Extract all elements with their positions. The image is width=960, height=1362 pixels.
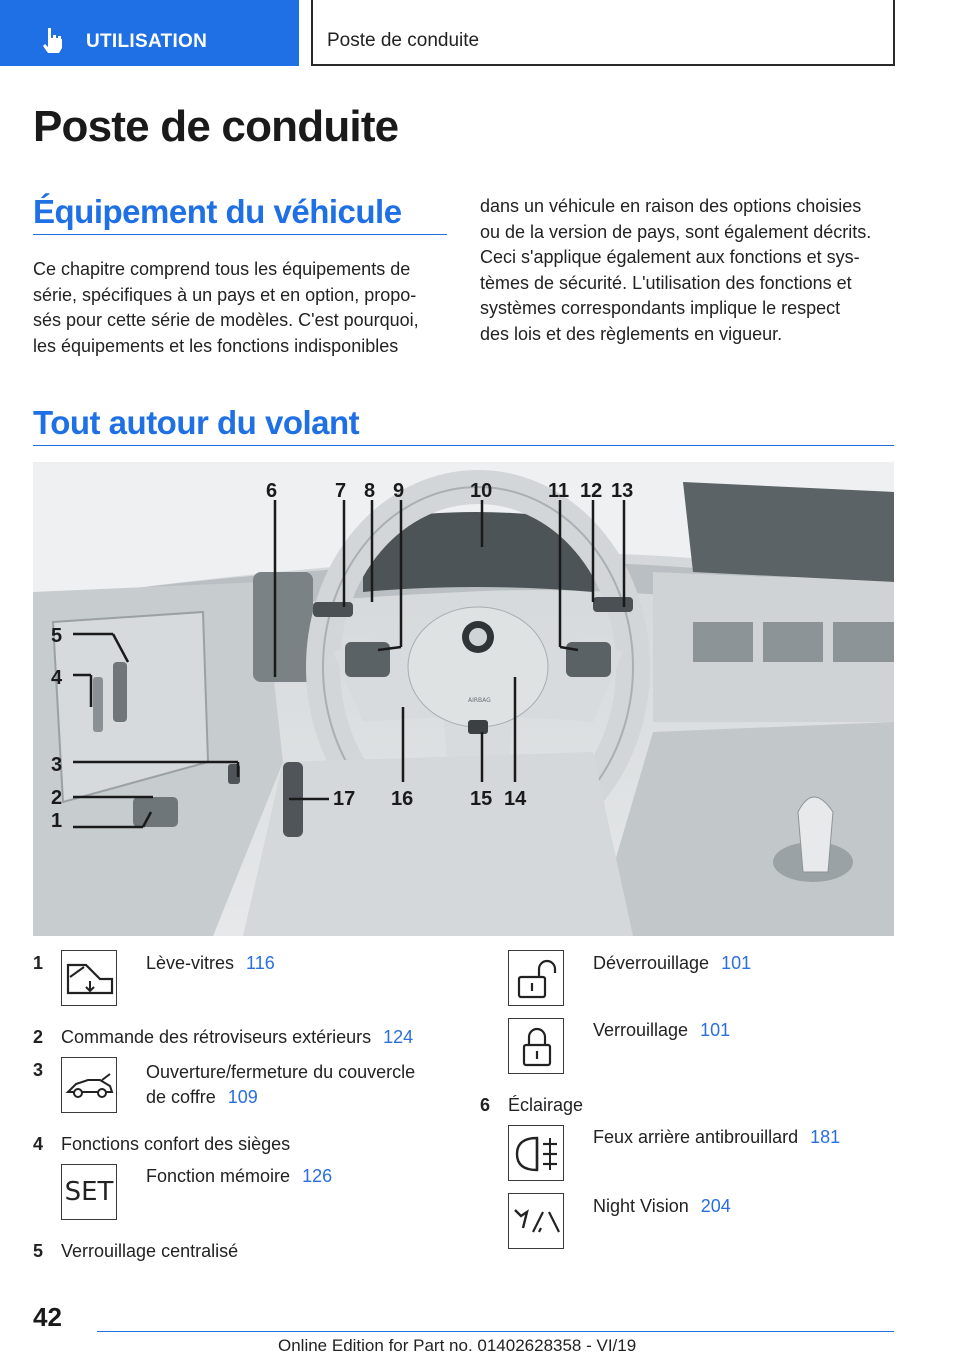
- hand-pointer-icon: [40, 27, 66, 53]
- legend-label-night-vision: [593, 1196, 731, 1217]
- legend-label-unlock: [593, 953, 751, 974]
- legend-item-3: [33, 1060, 43, 1081]
- page-link[interactable]: 101: [721, 953, 752, 973]
- text-line: les équipements et les fonctions indisponibles: [33, 335, 399, 356]
- breadcrumb-label: Poste de conduite: [327, 30, 480, 51]
- legend-number: 5: [33, 1241, 44, 1261]
- legend-label-memory: [146, 1166, 332, 1187]
- text-line: ou de la version de pays, sont également décrits.: [480, 221, 872, 242]
- legend-label-mirrors: [61, 1027, 413, 1048]
- legend-item-2: [33, 1027, 43, 1048]
- legend-text: Lève-vitres: [146, 953, 235, 973]
- page-link[interactable]: 101: [700, 1020, 731, 1040]
- legend-item-5: [33, 1241, 43, 1262]
- legend-label-lock: [593, 1020, 730, 1041]
- legend-number: 1: [33, 953, 44, 973]
- callout-5: 5: [51, 625, 63, 647]
- callout-8: 8: [364, 480, 376, 502]
- legend-item-6: [480, 1095, 490, 1116]
- callout-3: 3: [51, 754, 63, 776]
- legend-label-trunk: [146, 1060, 415, 1110]
- callout-17: 17: [333, 788, 356, 810]
- page-link[interactable]: 109: [227, 1087, 258, 1107]
- legend-item-1: [33, 953, 43, 974]
- legend-text: Ouverture/fermeture du couvercle: [146, 1062, 416, 1082]
- callout-4: 4: [51, 667, 63, 689]
- legend-label-window: [146, 953, 275, 974]
- legend-number: 6: [480, 1095, 491, 1115]
- section-heading-equipment: Équipement du véhicule: [33, 193, 402, 230]
- intro-col1: [33, 257, 419, 359]
- callout-7: 7: [335, 480, 347, 502]
- legend-label-lighting: [508, 1095, 583, 1116]
- cockpit-drawing: [33, 462, 894, 936]
- callout-16: 16: [391, 788, 414, 810]
- callout-14: 14: [504, 788, 527, 810]
- legend-number: 2: [33, 1027, 44, 1047]
- text-line: des lois et des règlements en vigueur.: [480, 323, 783, 344]
- callout-11: 11: [548, 480, 570, 502]
- legend-text: Night Vision: [593, 1196, 689, 1216]
- callout-10: 10: [470, 480, 493, 502]
- footer-rule: [97, 1331, 894, 1332]
- icon-text: SET: [64, 1177, 114, 1207]
- callout-13: 13: [611, 480, 634, 502]
- page-link[interactable]: 181: [810, 1127, 841, 1147]
- callout-9: 9: [393, 480, 405, 502]
- page-link[interactable]: 204: [700, 1196, 731, 1216]
- footer-text: Online Edition for Part no. 01402628358 - VI/19: [278, 1336, 637, 1355]
- section-rule: [33, 445, 894, 446]
- trunk-icon: [61, 1057, 117, 1113]
- callout-1: 1: [51, 810, 63, 832]
- text-line: systèmes correspondants implique le respect: [480, 298, 841, 319]
- legend-item-4: [33, 1134, 43, 1155]
- legend-number: 3: [33, 1060, 44, 1080]
- airbag-label: AIRBAG: [468, 697, 491, 704]
- text-line: sés pour cette série de modèles. C'est pourquoi,: [33, 310, 419, 331]
- text-line: série, spécifiques à un pays et en option, propo-: [33, 284, 417, 305]
- callout-2: 2: [51, 787, 63, 809]
- section-tab[interactable]: [0, 0, 299, 66]
- legend-text: Commande des rétroviseurs extérieurs: [61, 1027, 372, 1047]
- legend-text: Verrouillage: [593, 1020, 689, 1040]
- legend-label-rear-fog: [593, 1127, 840, 1148]
- text-line: tèmes de sécurité. L'utilisation des fonctions et: [480, 272, 852, 293]
- text-line: Ce chapitre comprend tous les équipements de: [33, 259, 411, 279]
- callout-12: 12: [580, 480, 603, 502]
- set-memory-icon: [61, 1164, 117, 1220]
- legend-label-central-locking: [61, 1241, 238, 1262]
- intro-col2: [480, 194, 871, 348]
- unlock-icon: [508, 950, 564, 1006]
- callout-6: 6: [266, 480, 278, 502]
- legend-number: 4: [33, 1134, 44, 1154]
- page-link[interactable]: 116: [246, 953, 275, 973]
- lock-icon: [508, 1018, 564, 1074]
- callout-15: 15: [470, 788, 493, 810]
- page-link[interactable]: 124: [383, 1027, 414, 1047]
- page-link[interactable]: 126: [302, 1166, 333, 1186]
- page-title: Poste de conduite: [33, 102, 399, 151]
- legend-text: Éclairage: [508, 1095, 584, 1115]
- legend-text: Verrouillage centralisé: [61, 1241, 239, 1261]
- legend-text: de coffre: [146, 1087, 216, 1107]
- night-vision-icon: [508, 1193, 564, 1249]
- breadcrumb: [311, 0, 895, 66]
- section-label: UTILISATION: [86, 31, 208, 52]
- legend-text: Déverrouillage: [593, 953, 710, 973]
- legend-label-seats: [61, 1134, 290, 1155]
- page-number: 42: [33, 1302, 62, 1332]
- legend-text: Fonction mémoire: [146, 1166, 291, 1186]
- section-heading-steering: Tout autour du volant: [33, 404, 360, 441]
- text-line: Ceci s'applique également aux fonctions et sys-: [480, 247, 860, 268]
- window-lift-icon: [61, 950, 117, 1006]
- text-line: dans un véhicule en raison des options choisies: [480, 196, 862, 216]
- section-rule: [33, 234, 447, 235]
- cockpit-illustration: [33, 462, 894, 936]
- legend-text: Feux arrière antibrouillard: [593, 1127, 799, 1147]
- legend-text: Fonctions confort des sièges: [61, 1134, 291, 1154]
- rear-fog-light-icon: [508, 1125, 564, 1181]
